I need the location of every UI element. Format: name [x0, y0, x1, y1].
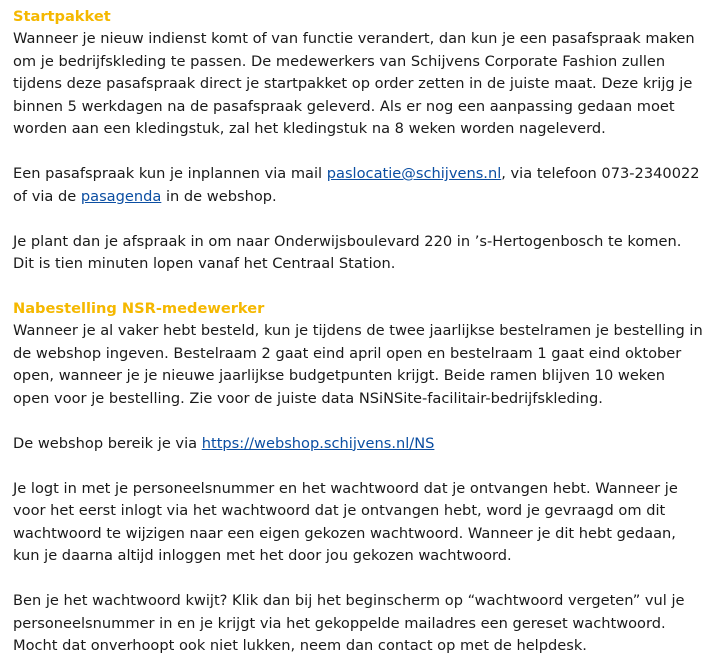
- paragraph-webshop: [13, 433, 706, 456]
- paragraph-gap: [13, 208, 706, 231]
- mail-link-paslocatie[interactable]: paslocatie@schijvens.nl: [326, 165, 502, 182]
- heading-startpakket: Startpakket: [13, 8, 111, 25]
- paragraph-password-forgotten: Ben je het wachtwoord kwijt? Klik dan bij het beginscherm op “wachtwoord vergeten” vul je personeelsnummer in en je krijgt via het gekoppelde mailadres een gereset wachtwoord. Mocht dat onverhoopt ook niet lukken, neem dan contact op met de helpdesk.: [13, 592, 685, 654]
- paragraph-gap: [13, 276, 706, 299]
- heading-nabestelling: Nabestelling NSR-medewerker: [13, 300, 265, 317]
- text-webshop-prefix: De webshop bereik je via: [13, 434, 202, 452]
- text-pasafspraak-end: in de webshop.: [161, 187, 277, 205]
- paragraph-gap: [13, 568, 706, 591]
- text-pasafspraak-middle: , via telefoon 073-2340022 of via de: [13, 165, 700, 205]
- paragraph-pasafspraak-contact: [13, 163, 706, 208]
- paragraph-gap: [13, 141, 706, 164]
- link-pasagenda[interactable]: pasagenda: [80, 187, 162, 205]
- paragraph-bestelramen: Wanneer je al vaker hebt besteld, kun je tijdens de twee jaarlijkse bestelramen je bestelling in de webshop ingeven. Bestelraam 2 gaat eind april open en bestelraam 1 gaat eind oktober open, wanneer je je nieuwe jaarlijkse budgetpunten krijgt. Beide ramen blijven 10 weken open voor je bestelling. Zie voor de juiste data NSiNSite-facilitair-bedrijfskleding.: [13, 322, 703, 407]
- link-webshop[interactable]: https://webshop.schijvens.nl/NS: [201, 434, 435, 452]
- paragraph-gap: [13, 455, 706, 478]
- paragraph-gap: [13, 410, 706, 433]
- paragraph-startpakket-intro: Wanneer je nieuw indienst komt of van functie verandert, dan kun je een pasafspraak maken om je bedrijfskleding te passen. De medewerkers van Schijvens Corporate Fashion zullen tijdens deze pasafspraak direct je startpakket op order zetten in de juiste maat. Deze krijg je binnen 5 werkdagen na de pasafspraak geleverd. Als er nog een aanpassing gedaan moet worden aan een kledingstuk, zal het kledingstuk na 8 weken worden nageleverd.: [13, 30, 695, 137]
- paragraph-address: Je plant dan je afspraak in om naar Onderwijsboulevard 220 in ’s-Hertogenbosch te komen. Dit is tien minuten lopen vanaf het Centraal Station.: [13, 232, 682, 272]
- text-pasafspraak-prefix: Een pasafspraak kun je inplannen via mail: [13, 165, 327, 182]
- paragraph-login: Je logt in met je personeelsnummer en het wachtwoord dat je ontvangen hebt. Wanneer je voor het eerst inlogt via het wachtwoord dat je ontvangen hebt, word je gevraagd om dit wachtwoord te wijzigen naar een eigen gekozen wachtwoord. Wanneer je dit hebt gedaan, kun je daarna altijd inloggen met het door jou gekozen wachtwoord.: [13, 479, 678, 564]
